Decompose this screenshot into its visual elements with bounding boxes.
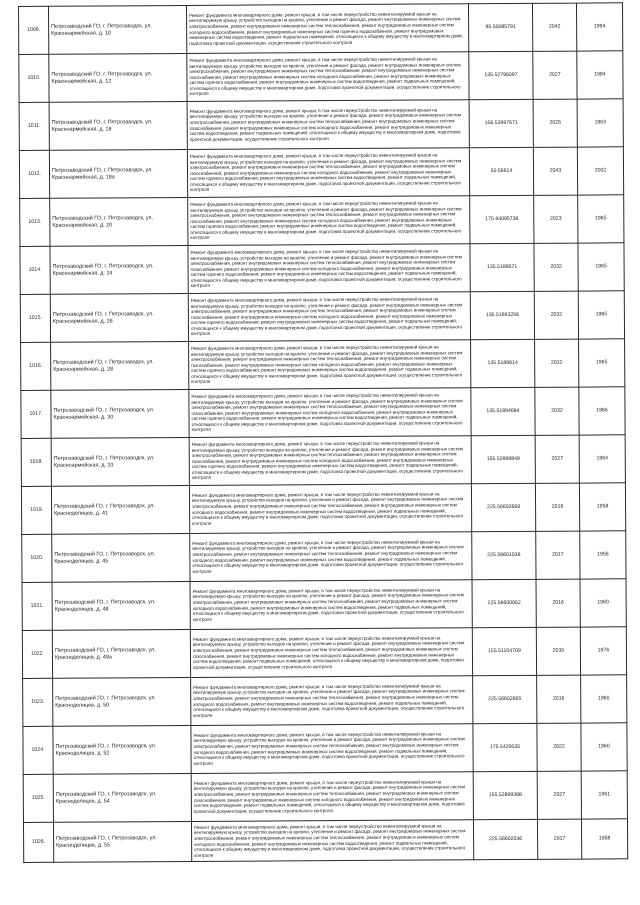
row-cost: 135.5189614 [471, 339, 535, 387]
table-row [20, 243, 624, 295]
row-works: Ремонт фундамента многоквартирного дома, ремонт крыши, в том числе переустройство невентилируемой крыши на вентилируемую крышу, устройство выходов на кровлю, утепление и ремонт фасада, ремонт внутридомовых инженерных систем электроснабжения, ремонт внутридомовых инженерных систем теплоснабжения, ремонт внутридомовых инженерных систем газоснабжения, ремонт внутридомовых инженерных систем холодного водоснабжения, ремонт внутридомовых инженерных систем горячего водоснабжения, ремонт внутридомовых инженерных систем водоотведения, ремонт подвальных помещений, относящихся к общему имуществу в многоквартирном доме, подготовка проектной документации, осуществление строительного контроля [188, 196, 470, 246]
row-number: 1009. [19, 6, 49, 54]
row-planned-year: 2023 [534, 195, 578, 243]
row-works: Ремонт фундамента многоквартирного дома, ремонт крыши, в том числе переустройство невентилируемой крыши на вентилируемую крышу, устройство выходов на кровлю, утепление и ремонт фасада, ремонт внутридомовых инженерных систем электроснабжения, ремонт внутридомовых инженерных систем теплоснабжения, ремонт внутридомовых инженерных систем газоснабжения, ремонт внутридомовых инженерных систем холодного водоснабжения, ремонт внутридомовых инженерных систем водоотведения, ремонт подвальных помещений, относящихся к общему имуществу в многоквартирном доме, подготовка проектной документации, осуществление строительного контроля [190, 628, 472, 678]
row-cost: 50.56614 [469, 147, 533, 195]
row-cost: 135.5189571 [470, 243, 534, 291]
row-build-year: 1965 [578, 243, 624, 291]
row-works: Ремонт фундамента многоквартирного дома, ремонт крыши, в том числе переустройство невентилируемой крыши на вентилируемую крышу, устройство выходов на кровлю, утепление и ремонт фасада, ремонт внутридомовых инженерных систем электроснабжения, ремонт внутридомовых инженерных систем теплоснабжения, ремонт внутридомовых инженерных систем холодного водоснабжения, ремонт внутридомовых инженерных систем водоотведения, ремонт подвальных помещений, относящихся к общему имуществу в многоквартирном доме, подготовка проектной документации, осуществление строительного контроля [191, 820, 473, 862]
row-build-year: 1963 [577, 99, 623, 147]
row-works: Ремонт фундамента многоквартирного дома, ремонт крыши, в том числе переустройство невентилируемой крыши на вентилируемую крышу, устройство выходов на кровлю, утепление и ремонт фасада, ремонт внутридомовых инженерных систем электроснабжения, ремонт внутридомовых инженерных систем теплоснабжения, ремонт внутридомовых инженерных систем холодного водоснабжения, ремонт внутридомовых инженерных систем горячего водоснабжения, ремонт внутридомовых инженерных систем водоотведения, ремонт подвальных помещений, относящихся к общему имуществу в многоквартирном доме, подготовка проектной документации, осуществление строительного контроля [186, 4, 468, 54]
row-address: Петрозаводский ГО, г. Петрозаводск, ул. Красноармейская, д. 10 [49, 5, 187, 54]
row-number: 1023. [23, 678, 53, 726]
row-number: 1020. [22, 534, 52, 582]
row-number: 1018. [21, 438, 51, 486]
row-works: Ремонт фундамента многоквартирного дома, ремонт крыши, в том числе переустройство невентилируемой крыши на вентилируемую крышу, устройство выходов на кровлю, утепление и ремонт фасада, ремонт внутридомовых инженерных систем электроснабжения, ремонт внутридомовых инженерных систем теплоснабжения, ремонт внутридомовых инженерных систем холодного водоснабжения, ремонт внутридомовых инженерных систем водоотведения, ремонт подвальных помещений, относящихся к общему имуществу в многоквартирном доме, подготовка проектной документации, осуществление строительного контроля [190, 532, 472, 582]
row-address: Петрозаводский ГО, г. Петрозаводск, ул. Красноармейская, д. 12 [49, 53, 187, 102]
row-address: Петрозаводский ГО, г. Петрозаводск, ул. Красноделицев, д. 49а [52, 629, 190, 678]
row-build-year: 1958 [579, 483, 625, 531]
row-build-year: 1984 [577, 51, 623, 99]
table-row [21, 483, 625, 535]
row-number: 1017. [21, 390, 51, 438]
row-number: 1016. [21, 342, 51, 390]
row-planned-year: 2016 [536, 579, 580, 627]
table-row [22, 627, 626, 679]
row-planned-year: 2027 [537, 771, 581, 819]
row-build-year: 1965 [578, 195, 624, 243]
row-build-year: 1958 [581, 819, 627, 859]
row-works: Ремонт фундамента многоквартирного дома, ремонт крыши, в том числе переустройство невентилируемой крыши на вентилируемую крышу, устройство выходов на кровлю, утепление и ремонт фасада, ремонт внутридомовых инженерных систем электроснабжения, ремонт внутридомовых инженерных систем теплоснабжения, ремонт внутридомовых инженерных систем холодного водоснабжения, ремонт внутридомовых инженерных систем водоотведения, ремонт подвальных помещений, относящихся к общему имуществу в многоквартирном доме, подготовка проектной документации, осуществление строительного контроля [189, 484, 471, 534]
row-address: Петрозаводский ГО, г. Петрозаводск, ул. Красноделицев, д. 52 [53, 725, 191, 774]
row-address: Петрозаводский ГО, г. Петрозаводск, ул. Красноармейская, д. 30 [51, 389, 189, 438]
row-cost: 155.52899849 [471, 435, 535, 483]
row-number: 1024. [23, 726, 53, 774]
row-cost: 135.52796097 [469, 51, 533, 99]
row-works: Ремонт фундамента многоквартирного дома, ремонт крыши, в том числе переустройство невентилируемой крыши на вентилируемую крышу, устройство выходов на кровлю, утепление и ремонт фасада, ремонт внутридомовых инженерных систем электроснабжения, ремонт внутридомовых инженерных систем теплоснабжения, ремонт внутридомовых инженерных систем газоснабжения, ремонт внутридомовых инженерных систем холодного водоснабжения, ремонт внутридомовых инженерных систем горячего водоснабжения, ремонт внутридомовых инженерных систем водоотведения, ремонт подвальных помещений, относящихся к общему имуществу в многоквартирном доме, подготовка проектной документации, осуществление строительного контроля [189, 436, 471, 486]
row-address: Петрозаводский ГО, г. Петрозаводск, ул. Красноармейская, д. 33 [51, 437, 189, 486]
table-row [23, 723, 627, 775]
row-works: Ремонт фундамента многоквартирного дома, ремонт крыши, в том числе переустройство невентилируемой крыши на вентилируемую крышу, устройство выходов на кровлю, утепление и ремонт фасада, ремонт внутридомовых инженерных систем электроснабжения, ремонт внутридомовых инженерных систем теплоснабжения, ремонт внутридомовых инженерных систем холодного водоснабжения, ремонт внутридомовых инженерных систем водоотведения, ремонт подвальных помещений, относящихся к общему имуществу в многоквартирном доме, подготовка проектной документации, осуществление строительного контроля [190, 580, 472, 630]
row-address: Петрозаводский ГО, г. Петрозаводск, ул. Красноделицев, д. 55 [53, 821, 191, 862]
table-row [20, 291, 624, 343]
row-works: Ремонт фундамента многоквартирного дома, ремонт крыши, в том числе переустройство невентилируемой крыши на вентилируемую крышу, устройство выходов на кровлю, утепление и ремонт фасада, ремонт внутридомовых инженерных систем электроснабжения, ремонт внутридомовых инженерных систем теплоснабжения, ремонт внутридомовых инженерных систем холодного водоснабжения, ремонт внутридомовых инженерных систем водоотведения, ремонт подвальных помещений, относящихся к общему имуществу в многоквартирном доме, подготовка проектной документации, осуществление строительного контроля [191, 676, 473, 726]
table-row [23, 819, 627, 863]
row-address: Петрозаводский ГО, г. Петрозаводск, ул. Красноделицев, д. 50 [53, 677, 191, 726]
row-number: 1026. [23, 822, 53, 862]
row-cost: 225.56601036 [472, 531, 536, 579]
row-address: Петрозаводский ГО, г. Петрозаводск, ул. Красноармейская, д. 18а [49, 149, 187, 198]
row-planned-year: 2032 [535, 339, 579, 387]
row-build-year: 1994 [576, 3, 622, 51]
row-planned-year: 2042 [532, 3, 576, 51]
row-build-year: 1965 [578, 291, 624, 339]
row-build-year: 1956 [580, 531, 626, 579]
row-works: Ремонт фундамента многоквартирного дома, ремонт крыши, в том числе переустройство невентилируемой крыши на вентилируемую крышу, устройство выходов на кровлю, утепление и ремонт фасада, ремонт внутридомовых инженерных систем электроснабжения, ремонт внутридомовых инженерных систем теплоснабжения, ремонт внутридомовых инженерных систем холодного водоснабжения, ремонт внутридомовых инженерных систем водоотведения, ремонт подвальных помещений, относящихся к общему имуществу в многоквартирном доме, подготовка проектной документации, осуществление строительного контроля [191, 724, 473, 774]
row-planned-year: 2016 [537, 675, 581, 723]
row-number: 1014. [20, 246, 50, 294]
table-row [22, 579, 626, 631]
row-cost: 135.51894684 [471, 387, 535, 435]
row-build-year: 1965 [579, 339, 625, 387]
row-cost: 175.94095736 [470, 195, 534, 243]
row-planned-year: 2027 [533, 51, 577, 99]
row-cost: 225.56602036 [473, 819, 537, 859]
row-build-year: 1966 [579, 387, 625, 435]
row-number: 1012. [19, 150, 49, 198]
row-address: Петрозаводский ГО, г. Петрозаводск, ул. Красноделицев, д. 54 [53, 773, 191, 822]
row-works: Ремонт фундамента многоквартирного дома, ремонт крыши, в том числе переустройство невентилируемой крыши на вентилируемую крышу, устройство выходов на кровлю, утепление и ремонт фасада, ремонт внутридомовых инженерных систем электроснабжения, ремонт внутридомовых инженерных систем теплоснабжения, ремонт внутридомовых инженерных систем газоснабжения, ремонт внутридомовых инженерных систем холодного водоснабжения, ремонт внутридомовых инженерных систем горячего водоснабжения, ремонт внутридомовых инженерных систем водоотведения, ремонт подвальных помещений, относящихся к общему имуществу в многоквартирном доме, подготовка проектной документации, осуществление строительного контроля [187, 148, 469, 198]
table-row [22, 531, 626, 583]
row-build-year: 2002 [577, 147, 623, 195]
row-number: 1022. [22, 630, 52, 678]
row-works: Ремонт фундамента многоквартирного дома, ремонт крыши, в том числе переустройство невентилируемой крыши на вентилируемую крышу, устройство выходов на кровлю, утепление и ремонт фасада, ремонт внутридомовых инженерных систем электроснабжения, ремонт внутридомовых инженерных систем теплоснабжения, ремонт внутридомовых инженерных систем газоснабжения, ремонт внутридомовых инженерных систем холодного водоснабжения, ремонт внутридомовых инженерных систем горячего водоснабжения, ремонт внутридомовых инженерных систем водоотведения, ремонт подвальных помещений, относящихся к общему имуществу в многоквартирном доме, подготовка проектной документации, осуществление строительного контроля [189, 388, 471, 438]
row-planned-year: 2032 [534, 243, 578, 291]
row-build-year: 1960 [581, 723, 627, 771]
row-cost: 155.52899388 [473, 771, 537, 819]
row-planned-year: 2032 [534, 291, 578, 339]
row-build-year: 1961 [581, 771, 627, 819]
row-planned-year: 2032 [535, 387, 579, 435]
row-planned-year: 2022 [537, 723, 581, 771]
row-cost: 95.50085791 [468, 3, 532, 51]
row-address: Петрозаводский ГО, г. Петрозаводск, ул. Красноделицев, д. 41 [51, 485, 189, 534]
row-cost: 156.53997671 [469, 99, 533, 147]
row-planned-year: 2017 [537, 819, 581, 859]
row-cost: 135.51693256 [470, 291, 534, 339]
row-number: 1019. [21, 486, 51, 534]
row-planned-year: 2025 [533, 99, 577, 147]
row-cost: 225.56602669 [471, 483, 535, 531]
row-address: Петрозаводский ГО, г. Петрозаводск, ул. Красноделицев, д. 48 [52, 581, 190, 630]
table-row [23, 675, 627, 727]
row-address: Петрозаводский ГО, г. Петрозаводск, ул. Красноармейская, д. 28 [51, 341, 189, 390]
row-number: 1013. [20, 198, 50, 246]
table-row [21, 435, 625, 487]
row-number: 1021. [22, 582, 52, 630]
row-build-year: 1960 [580, 579, 626, 627]
row-works: Ремонт фундамента многоквартирного дома, ремонт крыши, в том числе переустройство невентилируемой крыши на вентилируемую крышу, устройство выходов на кровлю, утепление и ремонт фасада, ремонт внутридомовых инженерных систем электроснабжения, ремонт внутридомовых инженерных систем теплоснабжения, ремонт внутридомовых инженерных систем газоснабжения, ремонт внутридомовых инженерных систем холодного водоснабжения, ремонт внутридомовых инженерных систем водоотведения, ремонт подвальных помещений, относящихся к общему имуществу в многоквартирном доме, подготовка проектной документации, осуществление строительного контроля [191, 772, 473, 822]
row-address: Петрозаводский ГО, г. Петрозаводск, ул. Красноделицев, д. 45 [52, 533, 190, 582]
row-works: Ремонт фундамента многоквартирного дома, ремонт крыши, в том числе переустройство невентилируемой крыши на вентилируемую крышу, устройство выходов на кровлю, утепление и ремонт фасада, ремонт внутридомовых инженерных систем электроснабжения, ремонт внутридомовых инженерных систем теплоснабжения, ремонт внутридомовых инженерных систем газоснабжения, ремонт внутридомовых инженерных систем холодного водоснабжения, ремонт внутридомовых инженерных систем горячего водоснабжения, ремонт внутридомовых инженерных систем водоотведения, ремонт подвальных помещений, относящихся к общему имуществу в многоквартирном доме, подготовка проектной документации, осуществление строительного контроля [189, 340, 471, 390]
row-planned-year: 2043 [533, 147, 577, 195]
row-number: 1010. [19, 54, 49, 102]
row-works: Ремонт фундамента многоквартирного дома, ремонт крыши, в том числе переустройство невентилируемой крыши на вентилируемую крышу, устройство выходов на кровлю, утепление и ремонт фасада, ремонт внутридомовых инженерных систем электроснабжения, ремонт внутридомовых инженерных систем теплоснабжения, ремонт внутридомовых инженерных систем газоснабжения, ремонт внутридомовых инженерных систем холодного водоснабжения, ремонт внутридомовых инженерных систем горячего водоснабжения, ремонт внутридомовых инженерных систем водоотведения, ремонт подвальных помещений, относящихся к общему имуществу в многоквартирном доме, подготовка проектной документации, осуществление строительного контроля [188, 292, 470, 342]
row-build-year: 1976 [580, 627, 626, 675]
row-address: Петрозаводский ГО, г. Петрозаводск, ул. Красноармейская, д. 24 [50, 245, 188, 294]
row-address: Петрозаводский ГО, г. Петрозаводск, ул. Красноармейская, д. 20 [50, 197, 188, 246]
row-works: Ремонт фундамента многоквартирного дома, ремонт крыши, в том числе переустройство невентилируемой крыши на вентилируемую крышу, устройство выходов на кровлю, утепление и ремонт фасада, ремонт внутридомовых инженерных систем электроснабжения, ремонт внутридомовых инженерных систем теплоснабжения, ремонт внутридомовых инженерных систем газоснабжения, ремонт внутридомовых инженерных систем холодного водоснабжения, ремонт внутридомовых инженерных систем водоотведения, ремонт подвальных помещений, относящихся к общему имуществу в многоквартирном доме, подготовка проектной документации, осуществление строительного контроля [187, 100, 469, 150]
row-address: Петрозаводский ГО, г. Петрозаводск, ул. Красноармейская, д. 26 [50, 293, 188, 342]
table-row [23, 771, 627, 823]
row-address: Петрозаводский ГО, г. Петрозаводск, ул. Красноармейская, д. 18 [49, 101, 187, 150]
row-planned-year: 2035 [536, 627, 580, 675]
table-row [19, 3, 623, 55]
repair-program-table [18, 2, 628, 863]
row-build-year: 1964 [579, 435, 625, 483]
row-number: 1011. [19, 102, 49, 150]
table-row [20, 195, 624, 247]
row-works: Ремонт фундамента многоквартирного дома, ремонт крыши, в том числе переустройство невентилируемой крыши на вентилируемую крышу, устройство выходов на кровлю, утепление и ремонт фасада, ремонт внутридомовых инженерных систем электроснабжения, ремонт внутридомовых инженерных систем теплоснабжения, ремонт внутридомовых инженерных систем газоснабжения, ремонт внутридомовых инженерных систем холодного водоснабжения, ремонт внутридомовых инженерных систем горячего водоснабжения, ремонт внутридомовых инженерных систем водоотведения, ремонт подвальных помещений, относящихся к общему имуществу в многоквартирном доме, подготовка проектной документации, осуществление строительного контроля [188, 244, 470, 294]
row-number: 1025. [23, 774, 53, 822]
table-body [19, 3, 628, 863]
table-row [19, 51, 623, 103]
row-planned-year: 2027 [535, 435, 579, 483]
table-row [21, 339, 625, 391]
table-row [19, 147, 623, 199]
row-cost: 225.56602665 [473, 675, 537, 723]
document-sheet [18, 2, 627, 902]
row-build-year: 1960 [581, 675, 627, 723]
table-row [19, 99, 623, 151]
row-planned-year: 2016 [535, 483, 579, 531]
row-cost: 175.5420035 [473, 723, 537, 771]
row-works: Ремонт фундамента многоквартирного дома, ремонт крыши, в том числе переустройство невентилируемой крыши на вентилируемую крышу, устройство выходов на кровлю, утепление и ремонт фасада, ремонт внутридомовых инженерных систем электроснабжения, ремонт внутридомовых инженерных систем теплоснабжения, ремонт внутридомовых инженерных систем газоснабжения, ремонт внутридомовых инженерных систем холодного водоснабжения, ремонт внутридомовых инженерных систем горячего водоснабжения, ремонт внутридомовых инженерных систем водоотведения, ремонт подвальных помещений, относящихся к общему имуществу в многоквартирном доме, подготовка проектной документации, осуществление строительного контроля [187, 52, 469, 102]
row-cost: 225.56600062 [472, 579, 536, 627]
row-number: 1015. [20, 294, 50, 342]
table-row [21, 387, 625, 439]
row-planned-year: 2017 [536, 531, 580, 579]
row-cost: 155.51104709 [472, 627, 536, 675]
